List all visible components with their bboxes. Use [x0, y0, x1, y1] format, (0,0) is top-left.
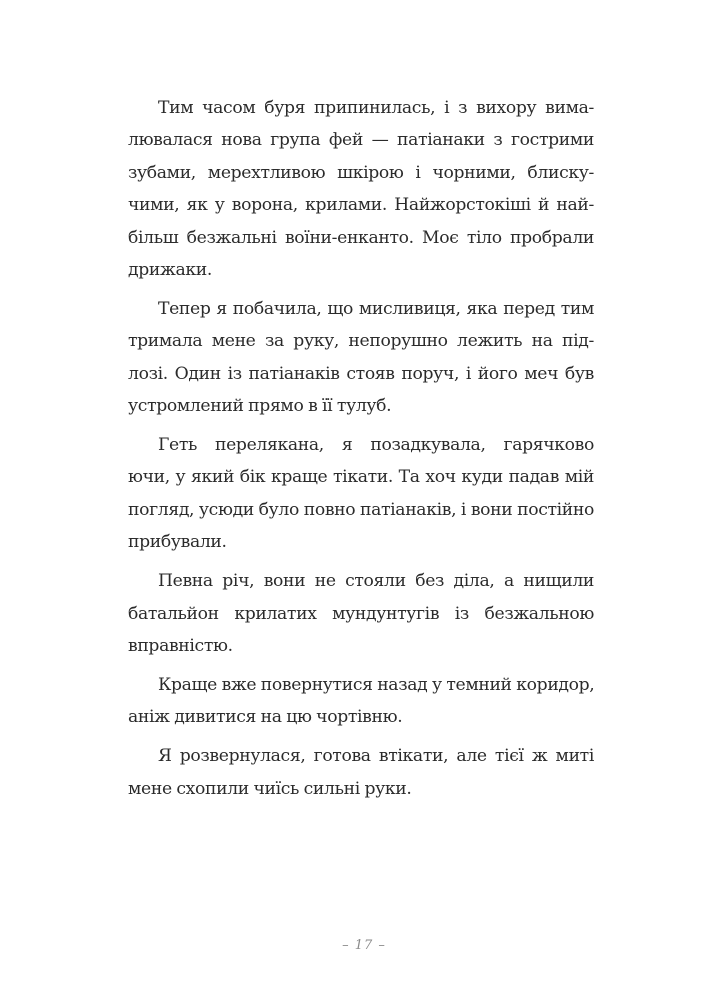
- text-line: прибували.: [128, 532, 227, 553]
- text-line: чими, як у ворона, крилами. Найжорстокіші й най-: [128, 195, 594, 216]
- text-line: батальйон крилатих мундунтугів із безжальною: [128, 603, 594, 624]
- body-text: [128, 92, 594, 812]
- text-line: вправністю.: [128, 636, 233, 657]
- text-line: Краще вже повернутися назад у темний коридор,: [158, 675, 595, 696]
- text-line: більш безжальні воїни-енканто. Моє тіло пробрали: [128, 227, 594, 248]
- paragraph-6: [128, 740, 594, 805]
- text-line: погляд, усюди було повно патіанаків, і вони постійно: [128, 499, 594, 520]
- text-line: Тим часом буря припинилась, і з вихору вима-: [158, 98, 594, 118]
- text-line: Я розвернулася, готова втікати, але тієї ж миті: [158, 746, 594, 767]
- text-line: лювалася нова група фей — патіанаки з гострими: [128, 130, 594, 151]
- text-line: тримала мене за руку, непорушно лежить на під-: [128, 331, 594, 352]
- text-line: аніж дивитися на цю чортівню.: [128, 707, 403, 728]
- text-line: Тепер я побачила, що мисливиця, яка перед тим: [158, 298, 594, 319]
- text-line: зубами, мерехтливою шкірою і чорними, блиску-: [128, 162, 594, 183]
- text-line: ючи, у який бік краще тікати. Та хоч куди падав мій: [128, 467, 594, 488]
- text-line: дрижаки.: [128, 259, 212, 280]
- text-line: Геть перелякана, я позадкувала, гарячково: [158, 435, 594, 456]
- page-number: – 17 –: [342, 938, 386, 953]
- text-line: устромлений прямо в її тулуб.: [128, 396, 392, 417]
- text-line: мене схопили чиїсь сильні руки.: [128, 778, 412, 799]
- text-line: Певна річ, вони не стояли без діла, а нищили: [158, 571, 594, 592]
- paragraph-5: [128, 669, 594, 734]
- paragraph-4: [128, 565, 594, 662]
- paragraph-2: [128, 293, 594, 423]
- paragraph-3: [128, 429, 594, 559]
- paragraph-1: [128, 92, 594, 286]
- text-line: лозі. Один із патіанаків стояв поруч, і його меч був: [128, 363, 594, 384]
